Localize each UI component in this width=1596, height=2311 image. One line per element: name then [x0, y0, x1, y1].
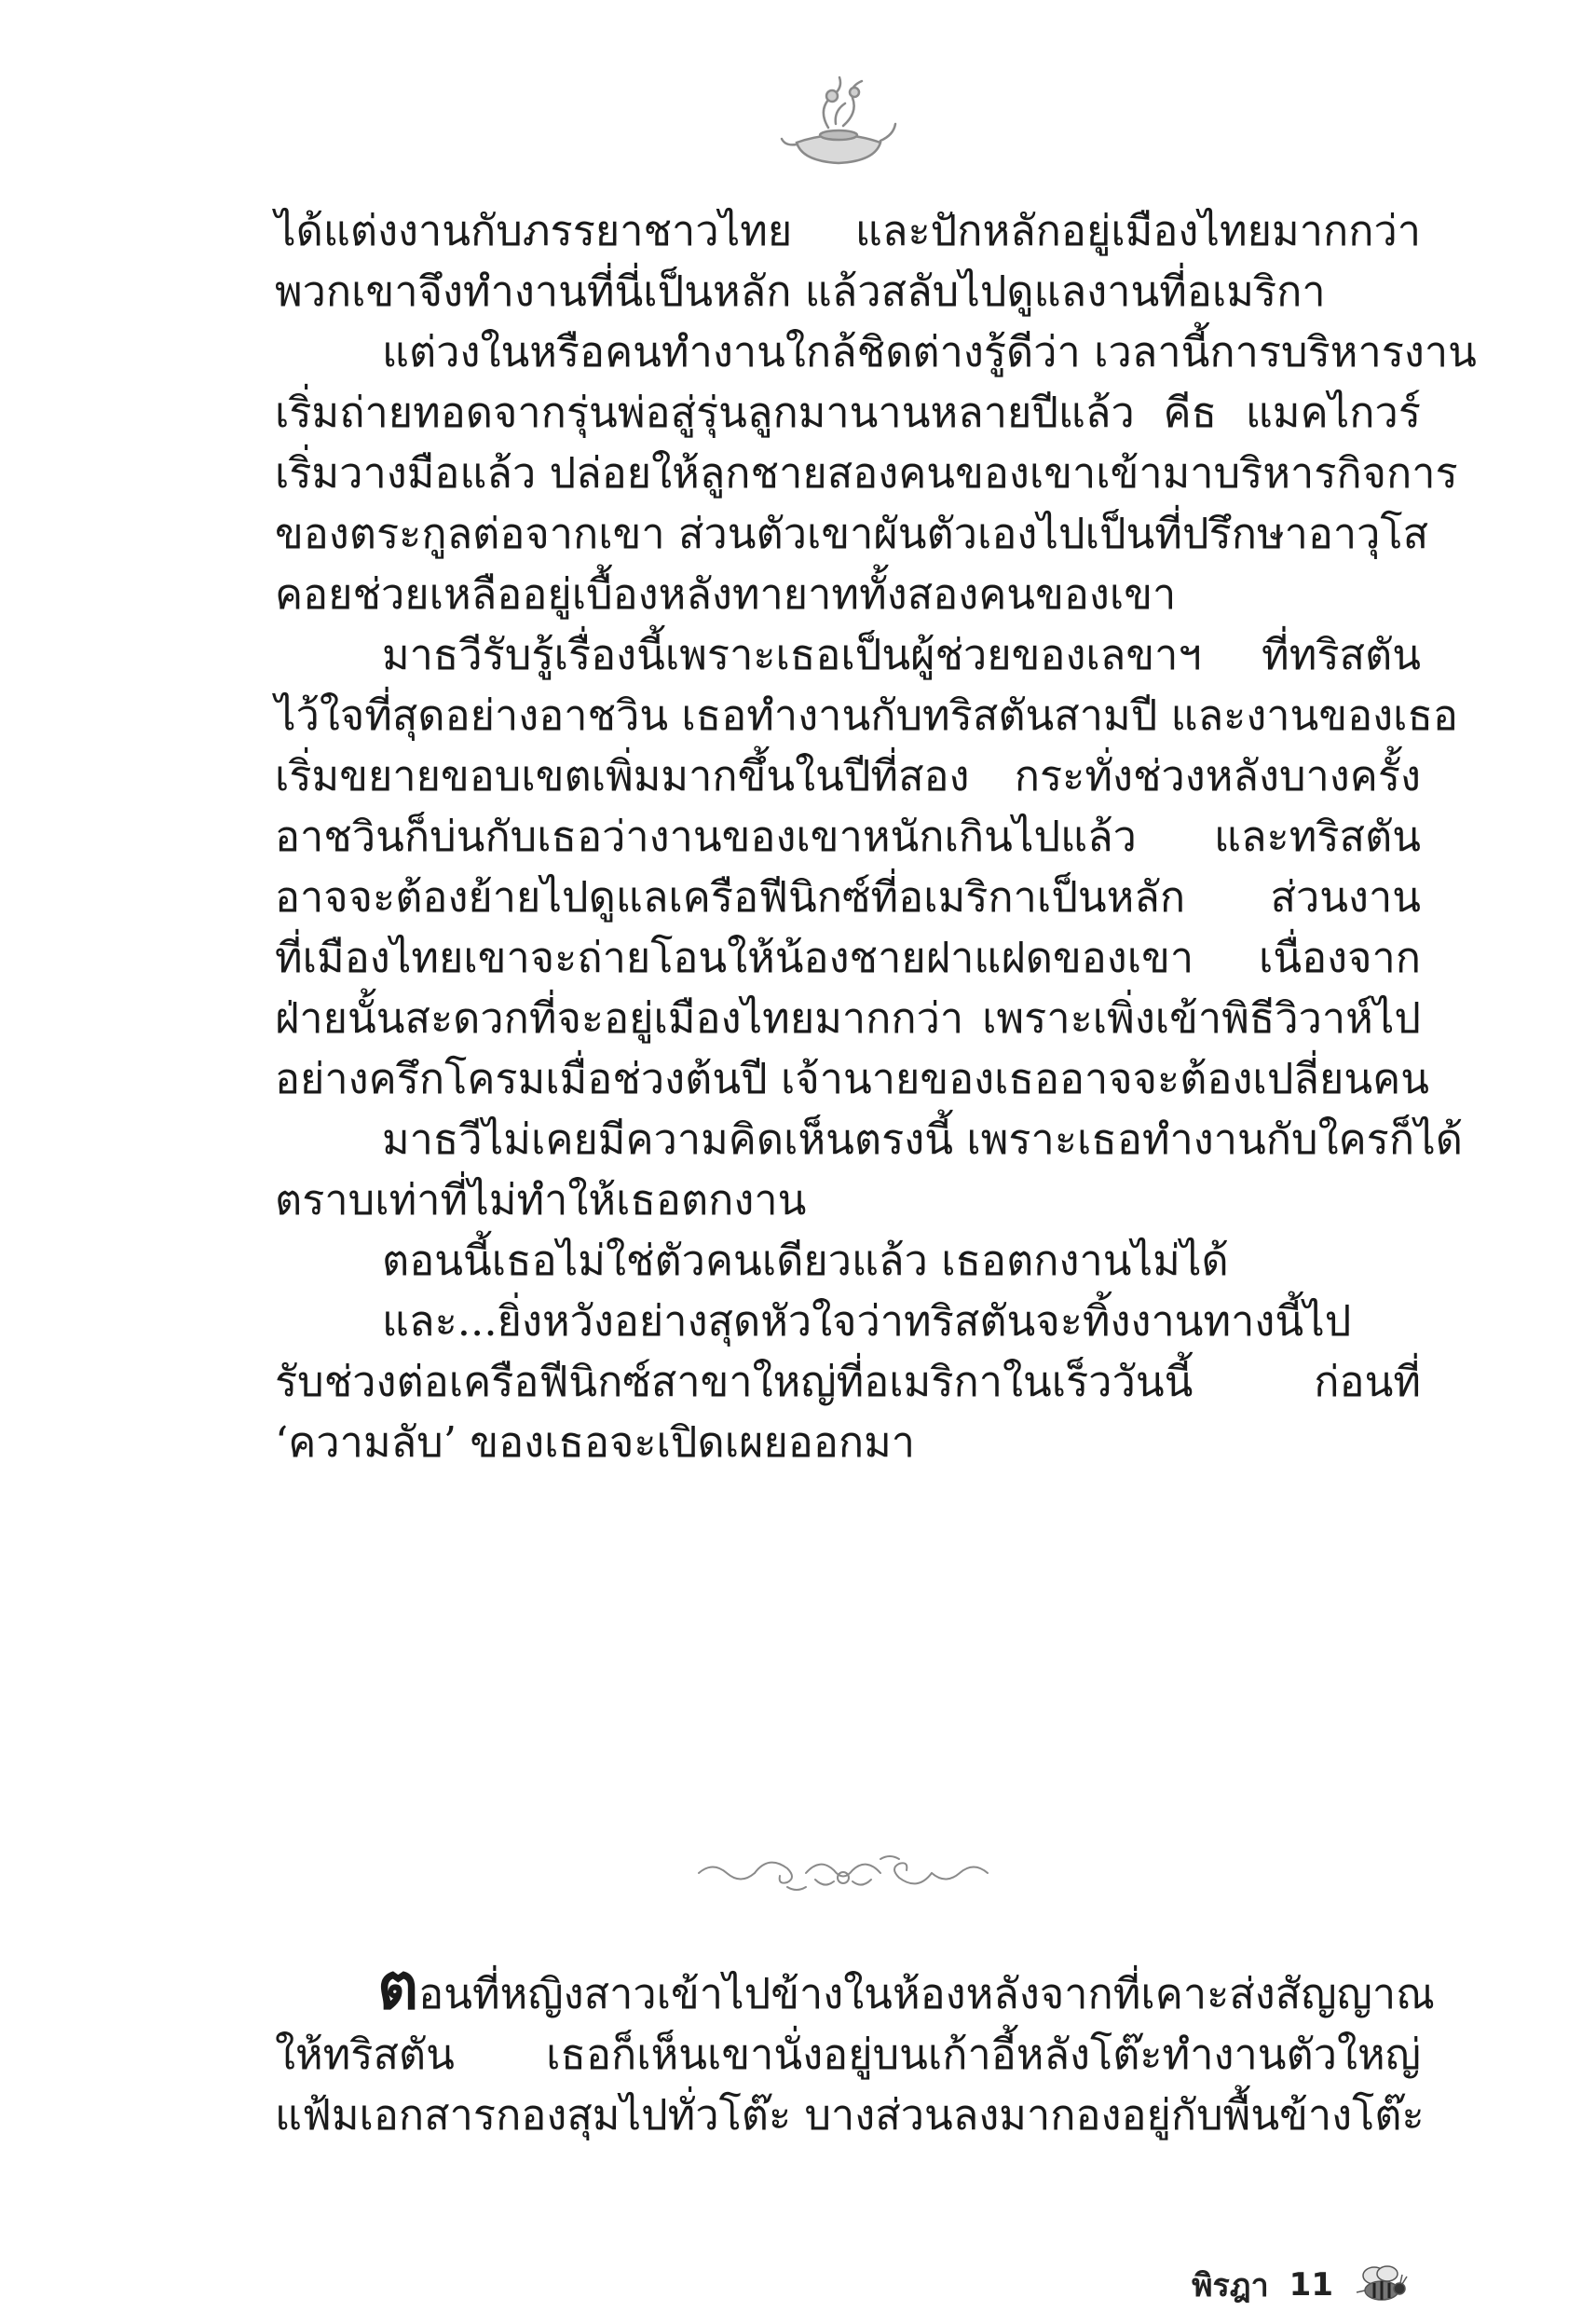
- bee-icon: [1354, 2264, 1410, 2305]
- story-paragraph-line: ได้แต่งงานกับภรรยาชาวไทย และปักหลักอยู่เมืองไทยมากกว่า: [275, 206, 1421, 255]
- page-footer: [1192, 2260, 1410, 2310]
- story-paragraph-line: รับช่วงต่อเครือฟีนิกซ์สาขาใหญ่ที่อเมริกาในเร็ววันนี้ ก่อนที่: [275, 1357, 1421, 1406]
- story-paragraph-line: อาชวินก็บ่นกับเธอว่างานของเขาหนักเกินไปแล้ว และทริสตัน: [275, 812, 1421, 861]
- first-line-text: อนที่หญิงสาวเข้าไปข้างในห้องหลังจากที่เคาะส่งสัญญาณ: [418, 1969, 1435, 2018]
- story-paragraph-line: ตอนนี้เธอไม่ใช่ตัวคนเดียวแล้ว เธอตกงานไม่ได้: [382, 1236, 1229, 1285]
- story-paragraph-line: พวกเขาจึงทำงานที่นี่เป็นหลัก แล้วสลับไปดูแลงานที่อเมริกา: [275, 267, 1326, 316]
- drop-cap: ต: [377, 1950, 419, 2024]
- story-paragraph-line: ให้ทริสตัน เธอก็เห็นเขานั่งอยู่บนเก้าอี้หลังโต๊ะทำงานตัวใหญ่: [275, 2030, 1421, 2079]
- story-paragraph-line: และ...ยิ่งหวังอย่างสุดหัวใจว่าทริสตันจะทิ้งงานทางนี้ไป: [382, 1296, 1352, 1346]
- story-paragraph-line: ของตระกูลต่อจากเขา ส่วนตัวเขาผันตัวเองไปเป็นที่ปรึกษาอาวุโส: [275, 509, 1429, 558]
- story-paragraph-line: ไว้ใจที่สุดอย่างอาชวิน เธอทำงานกับทริสตันสามปี และงานของเธอ: [275, 691, 1458, 740]
- teapot-ornament-icon: [778, 70, 899, 172]
- book-title: พิรฎา: [1192, 2267, 1269, 2304]
- story-paragraph-line: อย่างครึกโครมเมื่อช่วงต้นปี เจ้านายของเธออาจจะต้องเปลี่ยนคน: [275, 1054, 1429, 1103]
- story-paragraph-line: ฝ่ายนั้นสะดวกที่จะอยู่เมืองไทยมากกว่า เพราะเพิ่งเข้าพิธีวิวาห์ไป: [275, 993, 1421, 1043]
- story-paragraph-line: คอยช่วยเหลืออยู่เบื้องหลังทายาททั้งสองคนของเขา: [275, 569, 1177, 619]
- story-paragraph-line-first: [275, 1950, 1435, 2024]
- story-paragraph-line: ‘ความลับ’ ของเธอจะเปิดเผยออกมา: [275, 1417, 916, 1467]
- story-paragraph-line: เริ่มถ่ายทอดจากรุ่นพ่อสู่รุ่นลูกมานานหลายปีแล้ว คีธ แมคไกวร์: [275, 388, 1421, 437]
- story-paragraph-line: เริ่มวางมือแล้ว ปล่อยให้ลูกชายสองคนของเขาเข้ามาบริหารกิจการ: [275, 448, 1458, 498]
- story-paragraph-line: ที่เมืองไทยเขาจะถ่ายโอนให้น้องชายฝาแฝดของเขา เนื่องจาก: [275, 933, 1421, 982]
- story-paragraph-line: มาธวีรับรู้เรื่องนี้เพราะเธอเป็นผู้ช่วยของเลขาฯ ที่ทริสตัน: [382, 630, 1421, 679]
- story-paragraph-line: เริ่มขยายขอบเขตเพิ่มมากขึ้นในปีที่สอง กระทั่งช่วงหลังบางครั้ง: [275, 751, 1421, 800]
- story-paragraph-line: อาจจะต้องย้ายไปดูแลเครือฟีนิกซ์ที่อเมริกาเป็นหลัก ส่วนงาน: [275, 872, 1421, 922]
- story-paragraph-line: แต่วงในหรือคนทำงานใกล้ชิดต่างรู้ดีว่า เวลานี้การบริหารงาน: [382, 327, 1477, 376]
- story-paragraph-line: มาธวีไม่เคยมีความคิดเห็นตรงนี้ เพราะเธอทำงานกับใครก็ได้: [382, 1114, 1463, 1164]
- page-number: 11: [1289, 2266, 1333, 2304]
- story-text-section-2: [275, 1950, 1435, 2145]
- story-paragraph-line: ตราบเท่าที่ไม่ทำให้เธอตกงาน: [275, 1175, 807, 1224]
- story-text-section-1: [275, 200, 1477, 1472]
- story-paragraph-line: แฟ้มเอกสารกองสุมไปทั่วโต๊ะ บางส่วนลงมากองอยู่กับพื้นข้างโต๊ะ: [275, 2090, 1425, 2140]
- flourish-divider-icon: [694, 1850, 992, 1896]
